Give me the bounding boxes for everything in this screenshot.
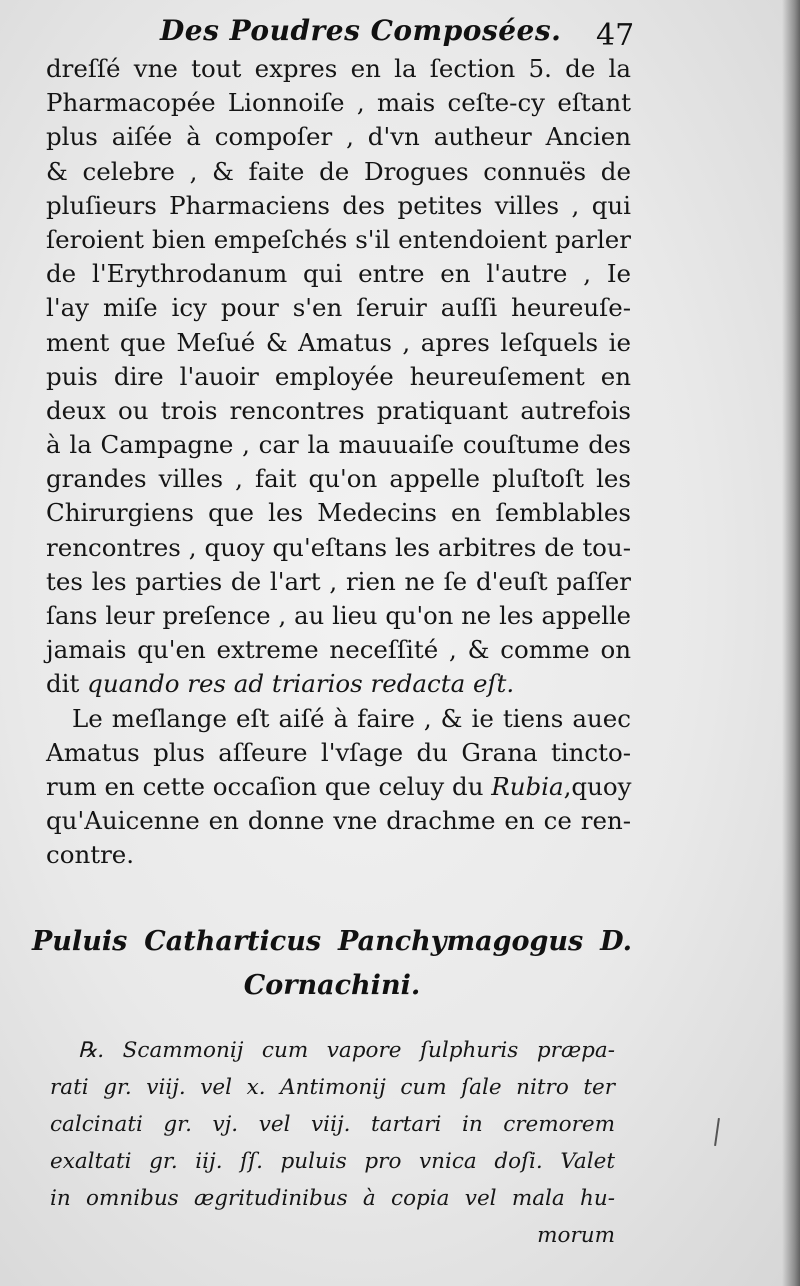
body-line: de l'Erythrodanum qui entre en l'autre , Ie bbox=[46, 259, 631, 289]
recipe-heading bbox=[32, 920, 632, 1008]
body-line: à la Campagne , car la mauuaiſe couſtume des bbox=[46, 430, 631, 460]
quotation-lead: dit bbox=[46, 669, 88, 699]
recipe-line: rati gr. viij. vel x. Antimonij cum ſale nitro ter bbox=[50, 1075, 615, 1100]
paragraph2-line: contre. bbox=[46, 840, 135, 870]
body-line: dreſſé vne tout expres en la ſection 5. de la bbox=[46, 54, 631, 83]
rubia-before: rum en cette occaſion que celuy du bbox=[46, 771, 492, 801]
body-line: & celebre , & faite de Drogues connuës de bbox=[46, 156, 631, 186]
body-line: puis dire l'auoir employée heureuſement en bbox=[46, 361, 631, 391]
body-line: plus aiſée à compoſer , d'vn autheur Ancien bbox=[46, 122, 631, 152]
body-line: pluſieurs Pharmaciens des petites villes , qui bbox=[46, 190, 631, 220]
body-text bbox=[46, 52, 631, 873]
body-line: tes les parties de l'art , rien ne ſe d'euſt paſſer bbox=[46, 566, 631, 596]
body-line: deux ou trois rencontres pratiquant autrefois bbox=[46, 395, 631, 425]
paragraph2-line: Le meſlange eſt aiſé à faire , & ie tiens auec bbox=[72, 703, 631, 733]
body-line: Pharmacopée Lionnoiſe , mais ceſte-cy eſtant bbox=[46, 88, 631, 118]
body-line: rencontres , quoy qu'eſtans les arbitres de tou- bbox=[46, 532, 631, 562]
recipe-heading-line: Cornachini. bbox=[243, 970, 421, 1001]
body-line: Chirurgiens que les Medecins en ſemblables bbox=[46, 498, 631, 528]
recipe-line: calcinati gr. vj. vel viij. tartari in cremorem bbox=[50, 1112, 615, 1137]
recipe-text bbox=[50, 1032, 615, 1254]
page-gutter-shadow bbox=[782, 0, 800, 1286]
catchword: morum bbox=[537, 1223, 615, 1248]
recipe-line: ℞. Scammonij cum vapore ſulphuris præpa- bbox=[78, 1038, 615, 1063]
body-line: ſans leur preſence , au lieu qu'on ne les appelle bbox=[46, 602, 631, 630]
recipe-line: in omnibus ægritudinibus à copia vel mala hu- bbox=[50, 1186, 615, 1211]
recipe-heading-line: Puluis Catharticus Panchymagogus D. bbox=[32, 926, 632, 957]
paragraph2-line-rubia bbox=[46, 770, 631, 804]
body-line: ſeroient bien empeſchés s'il entendoient parler bbox=[46, 224, 631, 254]
rubia-term: Rubia bbox=[491, 771, 564, 801]
paragraph2-line: qu'Auicenne en donne vne drachme en ce ren- bbox=[46, 806, 631, 836]
page-number: 47 bbox=[596, 18, 635, 53]
body-line: ment que Meſué & Amatus , apres leſquels ie bbox=[46, 327, 631, 357]
body-line: grandes villes , fait qu'on appelle pluſtoſt les bbox=[46, 464, 631, 494]
body-line-quotation bbox=[46, 667, 631, 701]
recipe-line: exaltati gr. iij. ſſ. puluis pro vnica doſi. Valet bbox=[50, 1149, 615, 1174]
body-line: jamais qu'en extreme neceſſité , & comme on bbox=[46, 635, 631, 665]
body-line: l'ay miſe icy pour s'en ſeruir auſſi heureuſe- bbox=[46, 293, 631, 323]
paragraph2-line: Amatus plus aſſeure l'vſage du Grana tincto- bbox=[46, 737, 631, 767]
rubia-after: ,quoy bbox=[563, 771, 632, 801]
latin-quotation: quando res ad triarios redacta eſt. bbox=[87, 669, 515, 699]
ink-mark bbox=[714, 1118, 720, 1146]
running-title: Des Poudres Composées. bbox=[160, 14, 562, 47]
